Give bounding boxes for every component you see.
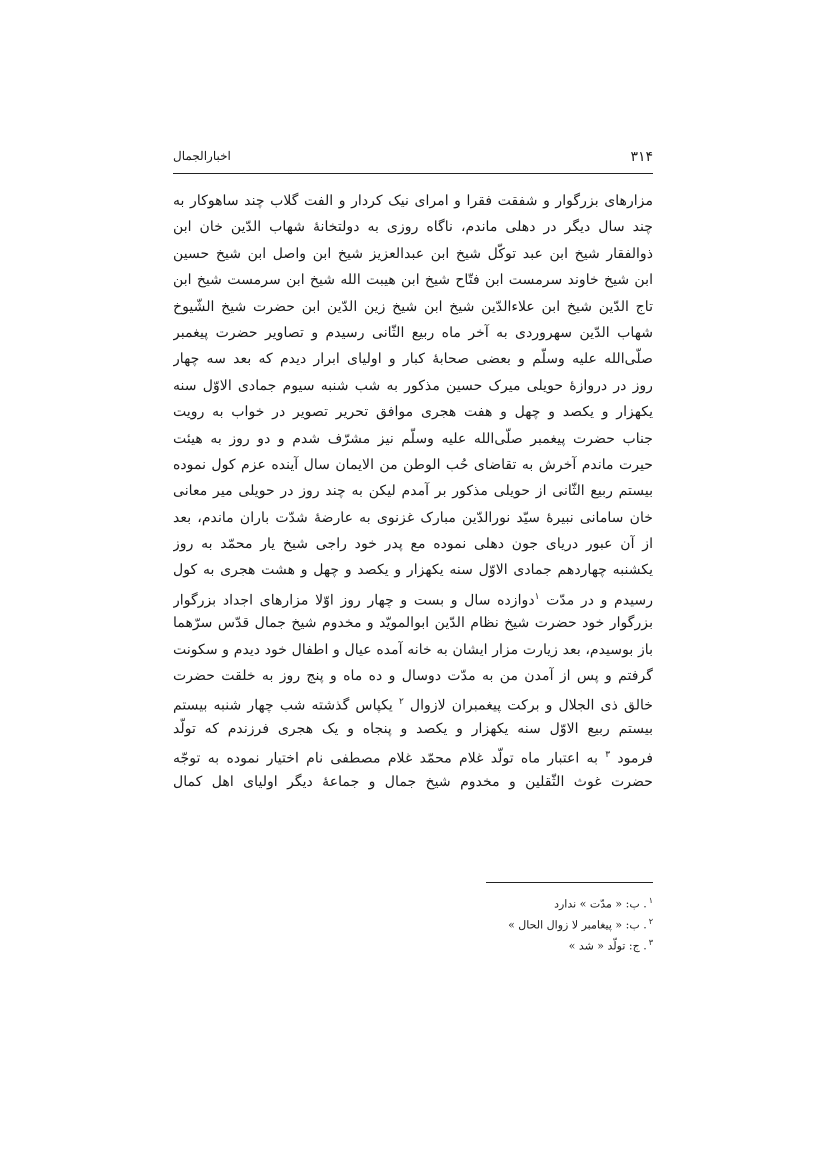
text-segment: رسیدم و در مدّت (546, 592, 653, 609)
footnote-text: . ج: تولّد « شد » (568, 939, 647, 953)
text-line (173, 742, 653, 768)
text-segment: یکپاس گذشته شب چهار شنبه بیستم (173, 698, 393, 715)
footnote-ref: ۱ (534, 591, 540, 602)
text-line: روز در دروازهٔ حویلی میرک حسین مذکور به شب شنبه سیوم جمادی الاوّل سنه (173, 377, 653, 394)
text-line: گرفتم و پس از آمدن من به مدّت دوسال و ده ماه و پنج روز به خلقت حضرت (173, 668, 653, 685)
footnote-rule (486, 882, 653, 883)
text-line: چند سال دیگر در دهلی ماندم، ناگاه روزی به دولتخانهٔ شهاب الدّین خان ابن (173, 219, 653, 236)
text-line: باز بوسیدم، بعد زیارت مزار ایشان به خانه آمده عیال و اطفال خود دیدم و سکونت (173, 641, 653, 658)
footnote-number: ۲ (648, 917, 653, 926)
page-header (173, 143, 653, 171)
header-rule (173, 173, 653, 174)
text-line: حضرت غوث الثّقلین و مخدوم شیخ جمال و جماعهٔ دیگر اولیای اهل کمال (173, 773, 653, 790)
running-title: اخبارالجمال (173, 149, 231, 163)
text-line: ذوالفقار شیخ ابن عبد توکّل شیخ ابن عبدالعزیز شیخ ابن واصل ابن شیخ حسین (173, 245, 653, 262)
footnote-ref: ۲ (398, 697, 404, 708)
footnote-text: . ب: « پیغامبر لا زوال الحال » (508, 918, 647, 932)
text-line: یکشنبه چهاردهم جمادی الاوّل سنه یکهزار و یکصد و چهل و هشت هجری به کول (173, 562, 653, 579)
text-line: یکهزار و یکصد و چهل و هفت هجری موافق تحریر تصویر در خواب به رویت (173, 404, 653, 421)
text-segment: دوازده سال و بست و چهار روز اوّلا مزارهای اجداد بزرگوار (173, 592, 535, 609)
footnote (173, 932, 653, 953)
text-line: بیستم ربیع الثّانی از حویلی مذکور بر آمدم لیکن به چند روز در حویلی میر معانی (173, 483, 653, 500)
footnote-number: ۱ (648, 896, 653, 905)
text-line: مزارهای بزرگوار و شفقت فقرا و امرای نیک کردار و الفت گلاب چند ساهوکار به (173, 193, 653, 209)
text-segment: خالق ذی الجلال و برکت پیغمبران لازوال (409, 698, 653, 715)
text-line: از آن عبور دریای جون دهلی نموده مع پدر خود راجی شیخ یار محمّد به روز (173, 536, 653, 553)
page-number: ۳۱۴ (630, 149, 653, 165)
text-line: حیرت ماندم آخرش به تقاضای حُب الوطن من الایمان سال آینده عزم کول نموده (173, 456, 653, 473)
text-line (173, 584, 653, 610)
text-segment: فرمود (617, 750, 653, 767)
text-line: شهاب الدّین سهروردی به آخر ماه ربیع الثّانی رسیدم و تصاویر حضرت پیغمبر (173, 324, 653, 341)
footnote-text: . ب: « مدّت » ندارد (554, 897, 647, 911)
text-line: بزرگوار خود حضرت شیخ نظام الدّین ابوالمویّد و مخدوم شیخ جمال قدّس سرّهما (173, 615, 653, 632)
text-line: صلّی‌الله علیه وسلّم و بعضی صحابهٔ کبار و اولیای ابرار دیدم که بعد سه چهار (173, 351, 653, 368)
footnote (173, 911, 653, 932)
footnote (173, 890, 653, 911)
text-line: جناب حضرت پیغمبر صلّی‌الله علیه وسلّم نیز مشرّف شدم و دو روز به هیئت (173, 430, 653, 447)
footnote-number: ۳ (648, 938, 653, 947)
text-line: تاج الدّین شیخ ابن علاءالدّین شیخ ابن شیخ زین الدّین ابن حضرت شیخ الشّیوخ (173, 298, 653, 315)
text-segment: به اعتبار ماه تولّد غلام محمّد غلام مصطفی نام اختیار نموده به توجّه (173, 750, 599, 767)
body-text (173, 188, 653, 795)
text-line: خان سامانی نبیرهٔ سیّد نورالدّین مبارک غزنوی به عارضهٔ شدّت باران ماندم، بعد (173, 509, 653, 526)
text-line: بیستم ربیع الاوّل سنه یکهزار و یکصد و پنجاه و یک هجری فرزندم که تولّد (173, 720, 653, 737)
text-line: ابن شیخ خاوند سرمست ابن فتّاح شیخ ابن هیبت الله شیخ ابن سرمست شیخ ابن (173, 272, 653, 289)
footnote-ref: ۳ (605, 750, 611, 761)
text-line (173, 689, 653, 715)
footnotes (173, 890, 653, 953)
